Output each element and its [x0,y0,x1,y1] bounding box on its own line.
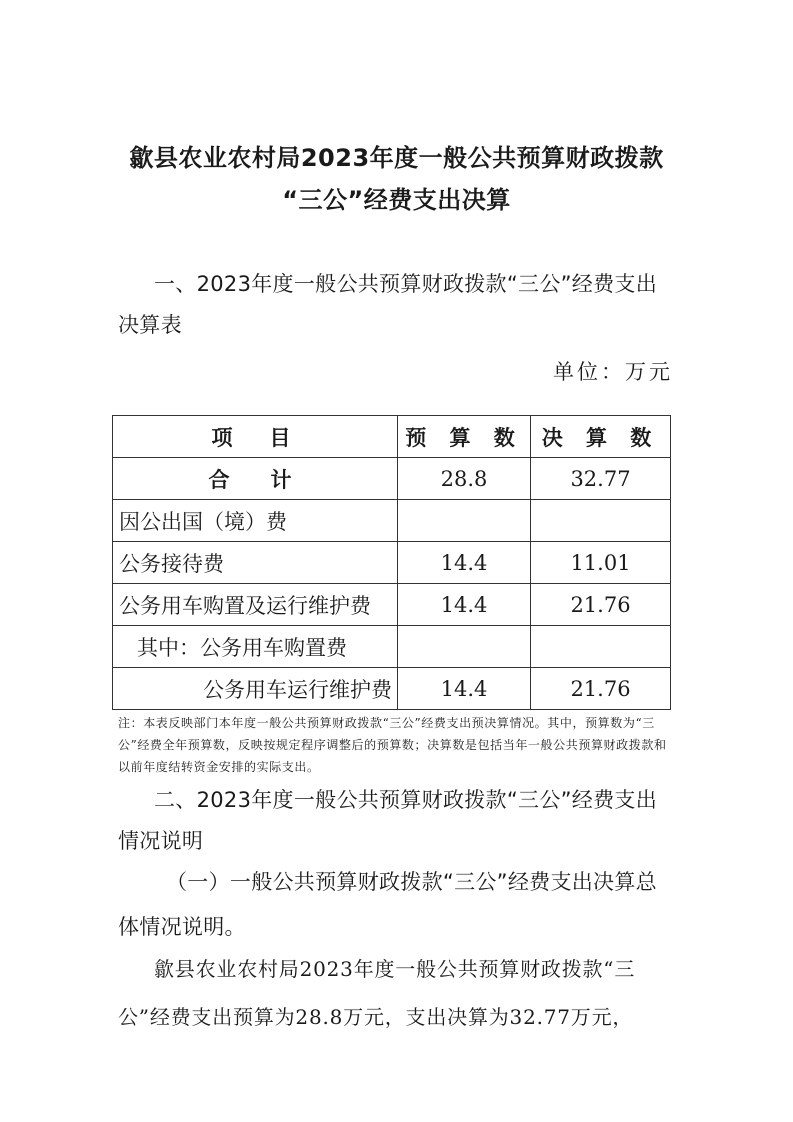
row-budget [398,626,531,668]
table-row [113,668,671,710]
table-header-row [113,416,671,458]
section1-heading: 一、2023年度一般公共预算财政拨款“三公”经费支出决算表 [118,272,657,337]
row-budget: 14.4 [398,584,531,626]
row-budget: 28.8 [398,458,531,500]
document-title-line1: 歙县农业农村局2023年度一般公共预算财政拨款 [129,144,664,172]
table-row [113,584,671,626]
row-item: 公务用车购置及运行维护费 [113,584,398,626]
table-row [113,542,671,584]
row-final: 11.01 [531,542,671,584]
row-item: 公务用车运行维护费 [113,668,398,710]
row-final: 21.76 [531,584,671,626]
header-item: 项 目 [113,416,398,458]
section2-heading: 二、2023年度一般公共预算财政拨款“三公”经费支出情况说明 [118,788,657,853]
row-final: 32.77 [531,458,671,500]
row-item: 其中：公务用车购置费 [113,626,398,668]
row-item: 公务接待费 [113,542,398,584]
row-budget [398,500,531,542]
unit-label: 单位：万元 [553,360,673,384]
body-paragraph: 歙县农业农村局2023年度一般公共预算财政拨款“三公”经费支出预算为28.8万元，支出决算为32.77万元， [118,957,636,1029]
table-row [113,500,671,542]
table-row [113,626,671,668]
row-item: 合 计 [113,458,398,500]
document-title-line2: “三公”经费支出决算 [282,186,511,214]
row-final [531,500,671,542]
row-budget: 14.4 [398,542,531,584]
header-budget: 预 算 数 [398,416,531,458]
row-final: 21.76 [531,668,671,710]
table-row-total [113,458,671,500]
budget-table [112,415,671,710]
row-final [531,626,671,668]
table-note: 注：本表反映部门本年度一般公共预算财政拨款“三公”经费支出预决算情况。其中，预算数为“三公”经费全年预算数，反映按规定程序调整后的预算数；决算数是包括当年一般公共预算财政拨款和以前年度结转资金安排的实际支出。 [118,716,667,774]
row-item: 因公出国（境）费 [113,500,398,542]
header-final: 决 算 数 [531,416,671,458]
subsection1-heading: （一）一般公共预算财政拨款“三公”经费支出决算总体情况说明。 [118,870,657,939]
row-budget: 14.4 [398,668,531,710]
